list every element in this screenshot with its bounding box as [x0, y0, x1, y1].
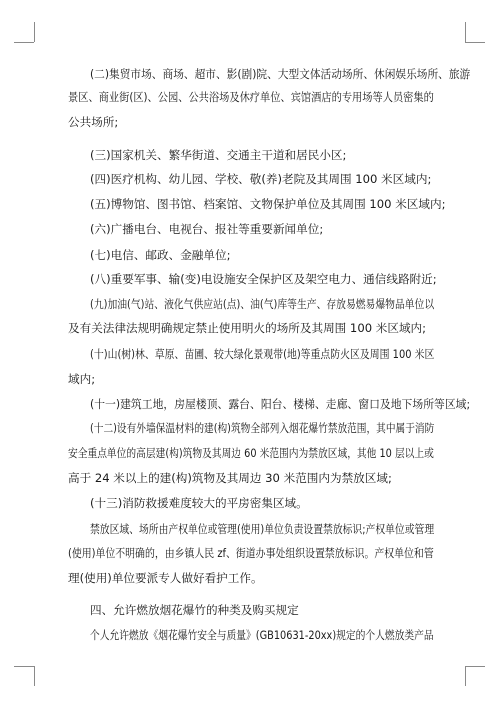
text-line: 域内;	[68, 372, 96, 386]
text-line: 理(使用)单位要派专人做好看护工作。	[68, 571, 263, 585]
text-line: 景区、商业街(区)、公园、公共浴场及休疗单位、宾馆酒店的专用场等人员密集的	[68, 90, 434, 104]
text-line: (七)电信、邮政、金融单位;	[90, 248, 231, 262]
text-line: 禁放区域、场所由产权单位或管理(使用)单位负责设置禁放标识;产权单位或管理	[90, 522, 435, 536]
text-line: 高于 24 米以上的建(构)筑物及其周边 30 米范围内为禁放区域;	[68, 471, 392, 485]
text-line: (六)广播电台、电视台、报社等重要新闻单位;	[90, 222, 324, 236]
text-line: (四)医疗机构、幼儿园、学校、敬(养)老院及其周围 100 米区域内;	[90, 172, 432, 186]
text-line: (使用)单位不明确的，由乡镇人民 zf、街道办事处组织设置禁放标识。产权单位和管	[68, 546, 434, 560]
crop-mark-line	[465, 666, 466, 686]
text-line: (五)博物馆、图书馆、档案馆、文物保护单位及其周围 100 米区域内;	[90, 197, 446, 211]
text-line: (十一)建筑工地，房屋楼顶、露台、阳台、楼梯、走廊、窗口及地下场所等区域;	[90, 397, 471, 411]
crop-mark-line	[465, 42, 485, 43]
text-line: (十二)设有外墙保温材料的建(构)筑物全部列入烟花爆竹禁放范围，其中属于消防	[90, 421, 435, 435]
text-line: 公共场所;	[68, 115, 119, 129]
text-line: (三)国家机关、繁华街道、交通主干道和居民小区;	[90, 148, 347, 162]
text-line: (九)加油(气)站、液化气供应站(点)、油(气)库等生产、存放易燃易爆物品单位以	[90, 297, 435, 311]
text-line: (八)重要军事、输(变)电设施安全保护区及架空电力、通信线路附近;	[90, 272, 437, 286]
crop-mark-line	[14, 42, 34, 43]
text-line: (二)集贸市场、商场、超市、影(剧)院、大型文体活动场所、休闲娱乐场所、旅游	[90, 67, 471, 81]
crop-mark-line	[34, 22, 35, 42]
text-line: 及有关法律法规明确规定禁止使用明火的场所及其周围 100 米区域内;	[68, 321, 427, 335]
section-heading: 四、允许燃放烟花爆竹的种类及购买规定	[90, 603, 299, 617]
text-line: 个人允许燃放《烟花爆竹安全与质量》(GB10631-20xx)规定的个人燃放类产品	[90, 628, 434, 642]
text-line: (十三)消防救援难度较大的平房密集区域。	[90, 496, 308, 510]
crop-mark-line	[14, 666, 34, 667]
text-line: (十)山(树)林、草原、苗圃、较大绿化景观带(地)等重点防火区及周围 100 米区	[90, 347, 435, 361]
text-line: 安全重点单位的高层建(构)筑物及其周边 60 米范围内为禁放区域，其他 10 层以上或	[68, 446, 434, 460]
crop-mark-line	[465, 22, 466, 42]
crop-mark-line	[465, 666, 485, 667]
crop-mark-line	[34, 666, 35, 686]
